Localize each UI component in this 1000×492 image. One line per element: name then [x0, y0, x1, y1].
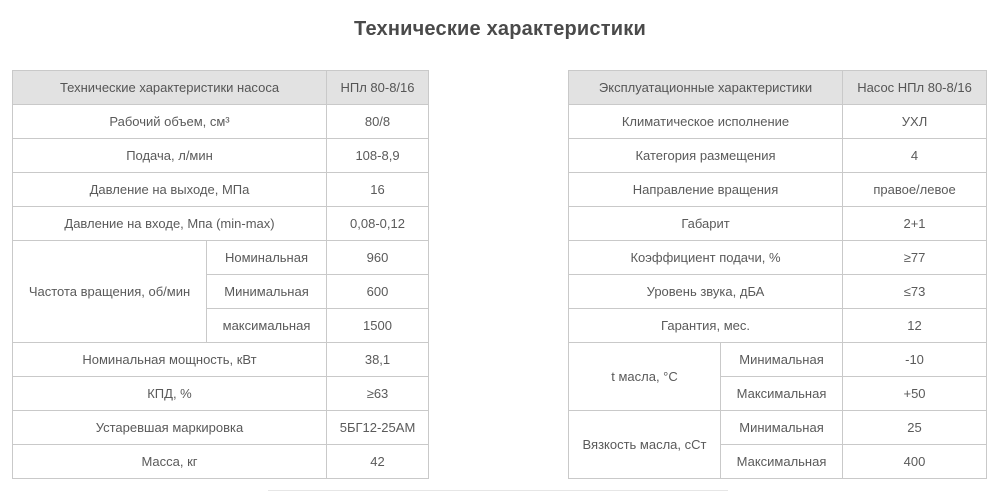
row-value: 600	[327, 275, 429, 309]
row-label: Коэффициент подачи, %	[569, 241, 843, 275]
row-value: 400	[843, 445, 987, 479]
row-value: 5БГ12-25АМ	[327, 411, 429, 445]
table-row	[569, 139, 987, 173]
row-sub-label: Минимальная	[721, 343, 843, 377]
table-row	[569, 275, 987, 309]
row-label: Давление на выходе, МПа	[13, 173, 327, 207]
table-row	[569, 173, 987, 207]
table-row	[13, 445, 429, 479]
row-label: Гарантия, мес.	[569, 309, 843, 343]
table-row	[569, 309, 987, 343]
header-value: НПл 80-8/16	[327, 71, 429, 105]
row-value: +50	[843, 377, 987, 411]
row-value: 4	[843, 139, 987, 173]
table-row	[13, 173, 429, 207]
row-value: 80/8	[327, 105, 429, 139]
table-row	[569, 241, 987, 275]
row-label: КПД, %	[13, 377, 327, 411]
row-group-label: Вязкость масла, сСт	[569, 411, 721, 479]
table-row	[13, 139, 429, 173]
row-value: 42	[327, 445, 429, 479]
divider	[268, 490, 728, 491]
row-value: ≥77	[843, 241, 987, 275]
table-row	[13, 343, 429, 377]
row-label: Категория размещения	[569, 139, 843, 173]
table-header-row	[13, 71, 429, 105]
row-sub-label: Номинальная	[207, 241, 327, 275]
row-label: Подача, л/мин	[13, 139, 327, 173]
row-value: 2+1	[843, 207, 987, 241]
table-row	[569, 343, 987, 377]
row-label: Рабочий объем, см³	[13, 105, 327, 139]
table-row	[13, 207, 429, 241]
table-row	[569, 207, 987, 241]
table-header-row	[569, 71, 987, 105]
row-label: Давление на входе, Мпа (min-max)	[13, 207, 327, 241]
row-label: Климатическое исполнение	[569, 105, 843, 139]
pump-specs-table	[12, 70, 429, 479]
row-sub-label: Максимальная	[721, 445, 843, 479]
row-value: 25	[843, 411, 987, 445]
row-label: Масса, кг	[13, 445, 327, 479]
row-value: ≥63	[327, 377, 429, 411]
table-row	[13, 241, 429, 275]
row-value: 12	[843, 309, 987, 343]
table-row	[569, 411, 987, 445]
row-sub-label: Максимальная	[721, 377, 843, 411]
row-label: Номинальная мощность, кВт	[13, 343, 327, 377]
row-group-label: t масла, °С	[569, 343, 721, 411]
row-value: ≤73	[843, 275, 987, 309]
row-label: Уровень звука, дБА	[569, 275, 843, 309]
row-value: правое/левое	[843, 173, 987, 207]
table-row	[13, 377, 429, 411]
row-group-label: Частота вращения, об/мин	[13, 241, 207, 343]
operating-specs-table	[568, 70, 987, 479]
row-value: 108-8,9	[327, 139, 429, 173]
row-value: 16	[327, 173, 429, 207]
header-param: Эксплуатационные характеристики	[569, 71, 843, 105]
row-value: 960	[327, 241, 429, 275]
header-param: Технические характеристики насоса	[13, 71, 327, 105]
row-value: 0,08-0,12	[327, 207, 429, 241]
row-label: Устаревшая маркировка	[13, 411, 327, 445]
row-sub-label: Минимальная	[721, 411, 843, 445]
row-label: Габарит	[569, 207, 843, 241]
row-value: 1500	[327, 309, 429, 343]
header-value: Насос НПл 80-8/16	[843, 71, 987, 105]
row-value: -10	[843, 343, 987, 377]
row-value: УХЛ	[843, 105, 987, 139]
table-row	[569, 105, 987, 139]
row-sub-label: максимальная	[207, 309, 327, 343]
table-row	[13, 411, 429, 445]
table-row	[13, 105, 429, 139]
row-sub-label: Минимальная	[207, 275, 327, 309]
page-title: Технические характеристики	[354, 18, 646, 40]
row-label: Направление вращения	[569, 173, 843, 207]
row-value: 38,1	[327, 343, 429, 377]
